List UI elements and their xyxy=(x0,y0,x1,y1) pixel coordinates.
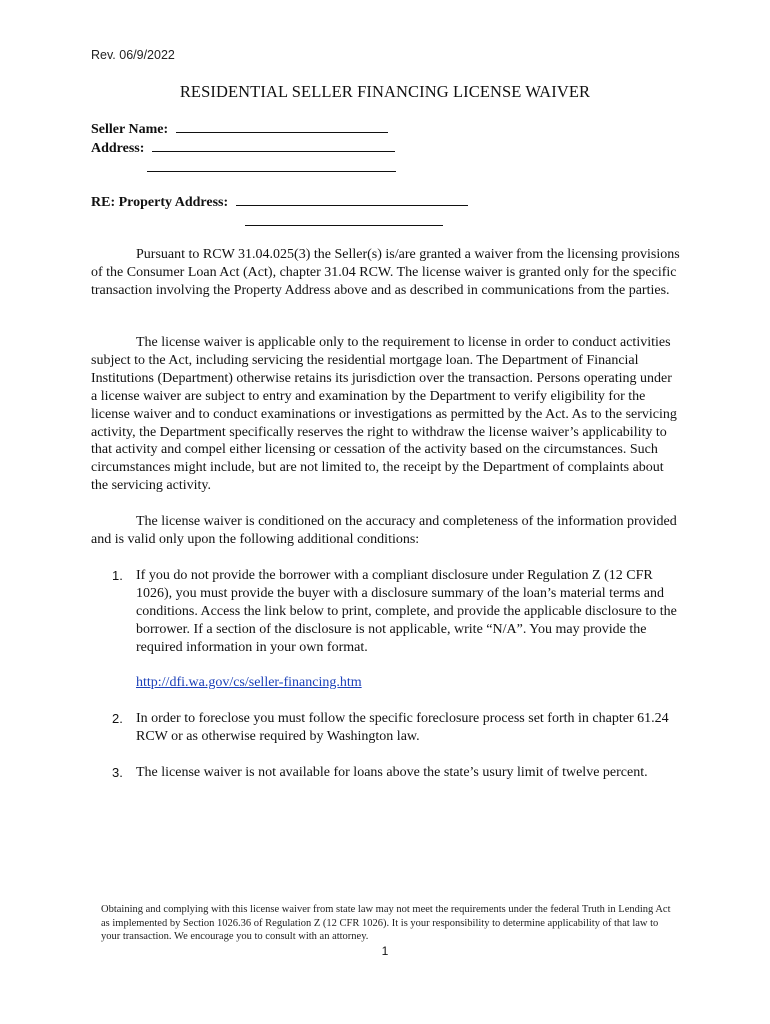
condition-number: 1. xyxy=(112,568,123,583)
property-address-blank-line-1[interactable] xyxy=(236,193,468,206)
condition-number: 2. xyxy=(112,711,123,726)
property-address-field xyxy=(91,193,468,211)
condition-text: The license waiver is not available for loans above the state’s usury limit of twelve percent. xyxy=(136,765,648,780)
address-blank-line-1[interactable] xyxy=(152,139,395,152)
seller-financing-link[interactable]: http://dfi.wa.gov/cs/seller-financing.htm xyxy=(136,675,362,690)
address-label: Address: xyxy=(91,141,145,156)
seller-name-label: Seller Name: xyxy=(91,122,169,137)
paragraph-conditions-intro: The license waiver is conditioned on the accuracy and completeness of the information provided and is valid only upon the following additional conditions: xyxy=(91,514,677,547)
property-address-blank-line-2[interactable] xyxy=(245,225,443,226)
paragraph-waiver-scope: The license waiver is applicable only to the requirement to license in order to conduct activities subject to the Act, including servicing the residential mortgage loan. The Department of Financial Institutions (Department) otherwise retains its jurisdiction over the transaction. Persons operating under a license waiver are subject to entry and examination by the Department to verify eligibility for the license waiver and to conduct examinations or investigations as permitted by the Act. As to the servicing activity, the Department specifically reserves the right to withdraw the license waiver’s applicability to that activity and compel either licensing or cessation of the activity based on the circumstances. Such circumstances might include, but are not limited to, the receipt by the Department of complaints about the servicing activity. xyxy=(91,335,677,494)
condition-text: In order to foreclose you must follow the specific foreclosure process set forth in chapter 61.24 RCW or as otherwise required by Washington law. xyxy=(136,711,669,744)
address-field xyxy=(91,139,395,157)
property-address-label: RE: Property Address: xyxy=(91,195,229,210)
revision-date: Rev. 06/9/2022 xyxy=(91,48,175,62)
condition-number: 3. xyxy=(112,765,123,780)
condition-text: If you do not provide the borrower with a compliant disclosure under Regulation Z (12 CFR 1026), you must provide the buyer with a disclosure summary of the loan’s material terms and conditions. Access the link below to print, complete, and provide the applicable disclosure to the borrower. If a section of the disclosure is not applicable, write “N/A”. You may provide the required information in your own format. xyxy=(136,568,677,655)
page-number: 1 xyxy=(381,944,389,958)
address-blank-line-2[interactable] xyxy=(147,171,396,172)
seller-name-blank[interactable] xyxy=(176,120,388,133)
seller-name-field xyxy=(91,120,388,138)
footer-disclaimer: Obtaining and complying with this license waiver from state law may not meet the requirements under the federal Truth in Lending Act as implemented by Section 1026.36 of Regulation Z (12 CFR 1026). It is your responsibility to determine applicability of that law to your transaction. We encourage you to consult with an attorney. xyxy=(101,904,671,943)
document-title: RESIDENTIAL SELLER FINANCING LICENSE WAIVER xyxy=(179,82,591,101)
paragraph-waiver-grant: Pursuant to RCW 31.04.025(3) the Seller(s) is/are granted a waiver from the licensing provisions of the Consumer Loan Act (Act), chapter 31.04 RCW. The license waiver is granted only for the specific transaction involving the Property Address above and as described in communications from the parties. xyxy=(91,247,680,298)
